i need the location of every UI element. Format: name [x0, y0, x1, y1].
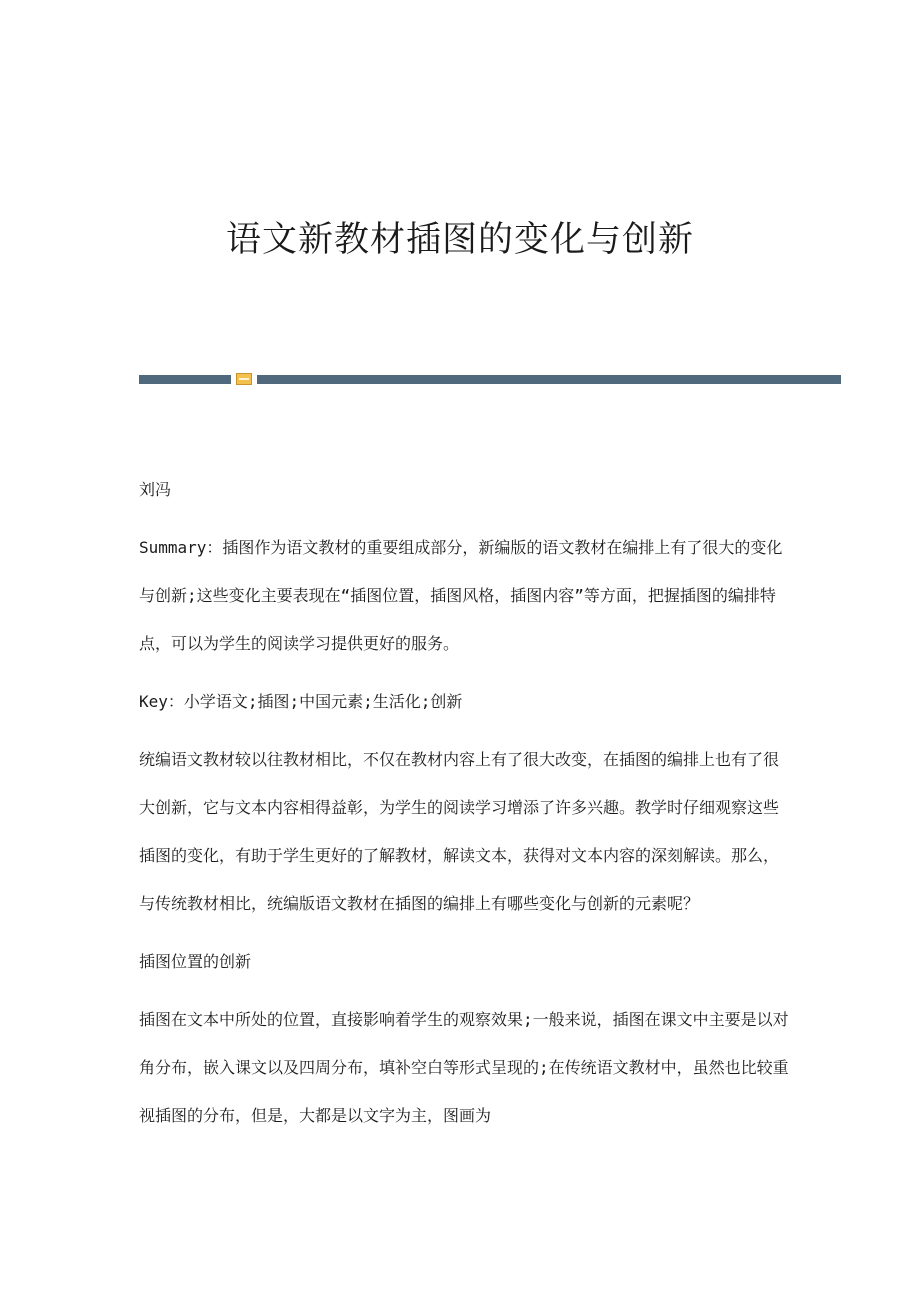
author-name: 刘冯 — [139, 480, 172, 499]
rule-ornament-icon — [236, 373, 252, 385]
section-heading: 插图位置的创新 — [139, 952, 252, 971]
intro-paragraph: 统编语文教材较以往教材相比，不仅在教材内容上有了很大改变，在插图的编排上也有了很大创新，它与文本内容相得益彰，为学生的阅读学习增添了许多兴趣。教学时仔细观察这些插图的变化，有助于学生更好的了解教材，解读文本，获得对文本内容的深刻解读。那么，与传统教材相比，统编版语文教材在插图的编排上有哪些变化与创新的元素呢？ — [139, 750, 780, 913]
article-body — [139, 466, 789, 1150]
title-rule-right — [257, 375, 841, 384]
document-title: 语文新教材插图的变化与创新 — [225, 220, 694, 260]
section-paragraph: 插图在文本中所处的位置，直接影响着学生的观察效果;一般来说，插图在课文中主要是以对角分布，嵌入课文以及四周分布，填补空白等形式呈现的;在传统语文教材中，虽然也比较重视插图的分布，但是，大都是以文字为主，图画为 — [139, 1010, 789, 1125]
title-rule-left — [139, 375, 231, 384]
keywords-line: Key：小学语文;插图;中国元素;生活化;创新 — [139, 692, 463, 711]
summary-paragraph: Summary：插图作为语文教材的重要组成部分，新编版的语文教材在编排上有了很大的变化与创新;这些变化主要表现在“插图位置，插图风格，插图内容”等方面，把握插图的编排特点，可以为学生的阅读学习提供更好的服务。 — [139, 538, 783, 653]
